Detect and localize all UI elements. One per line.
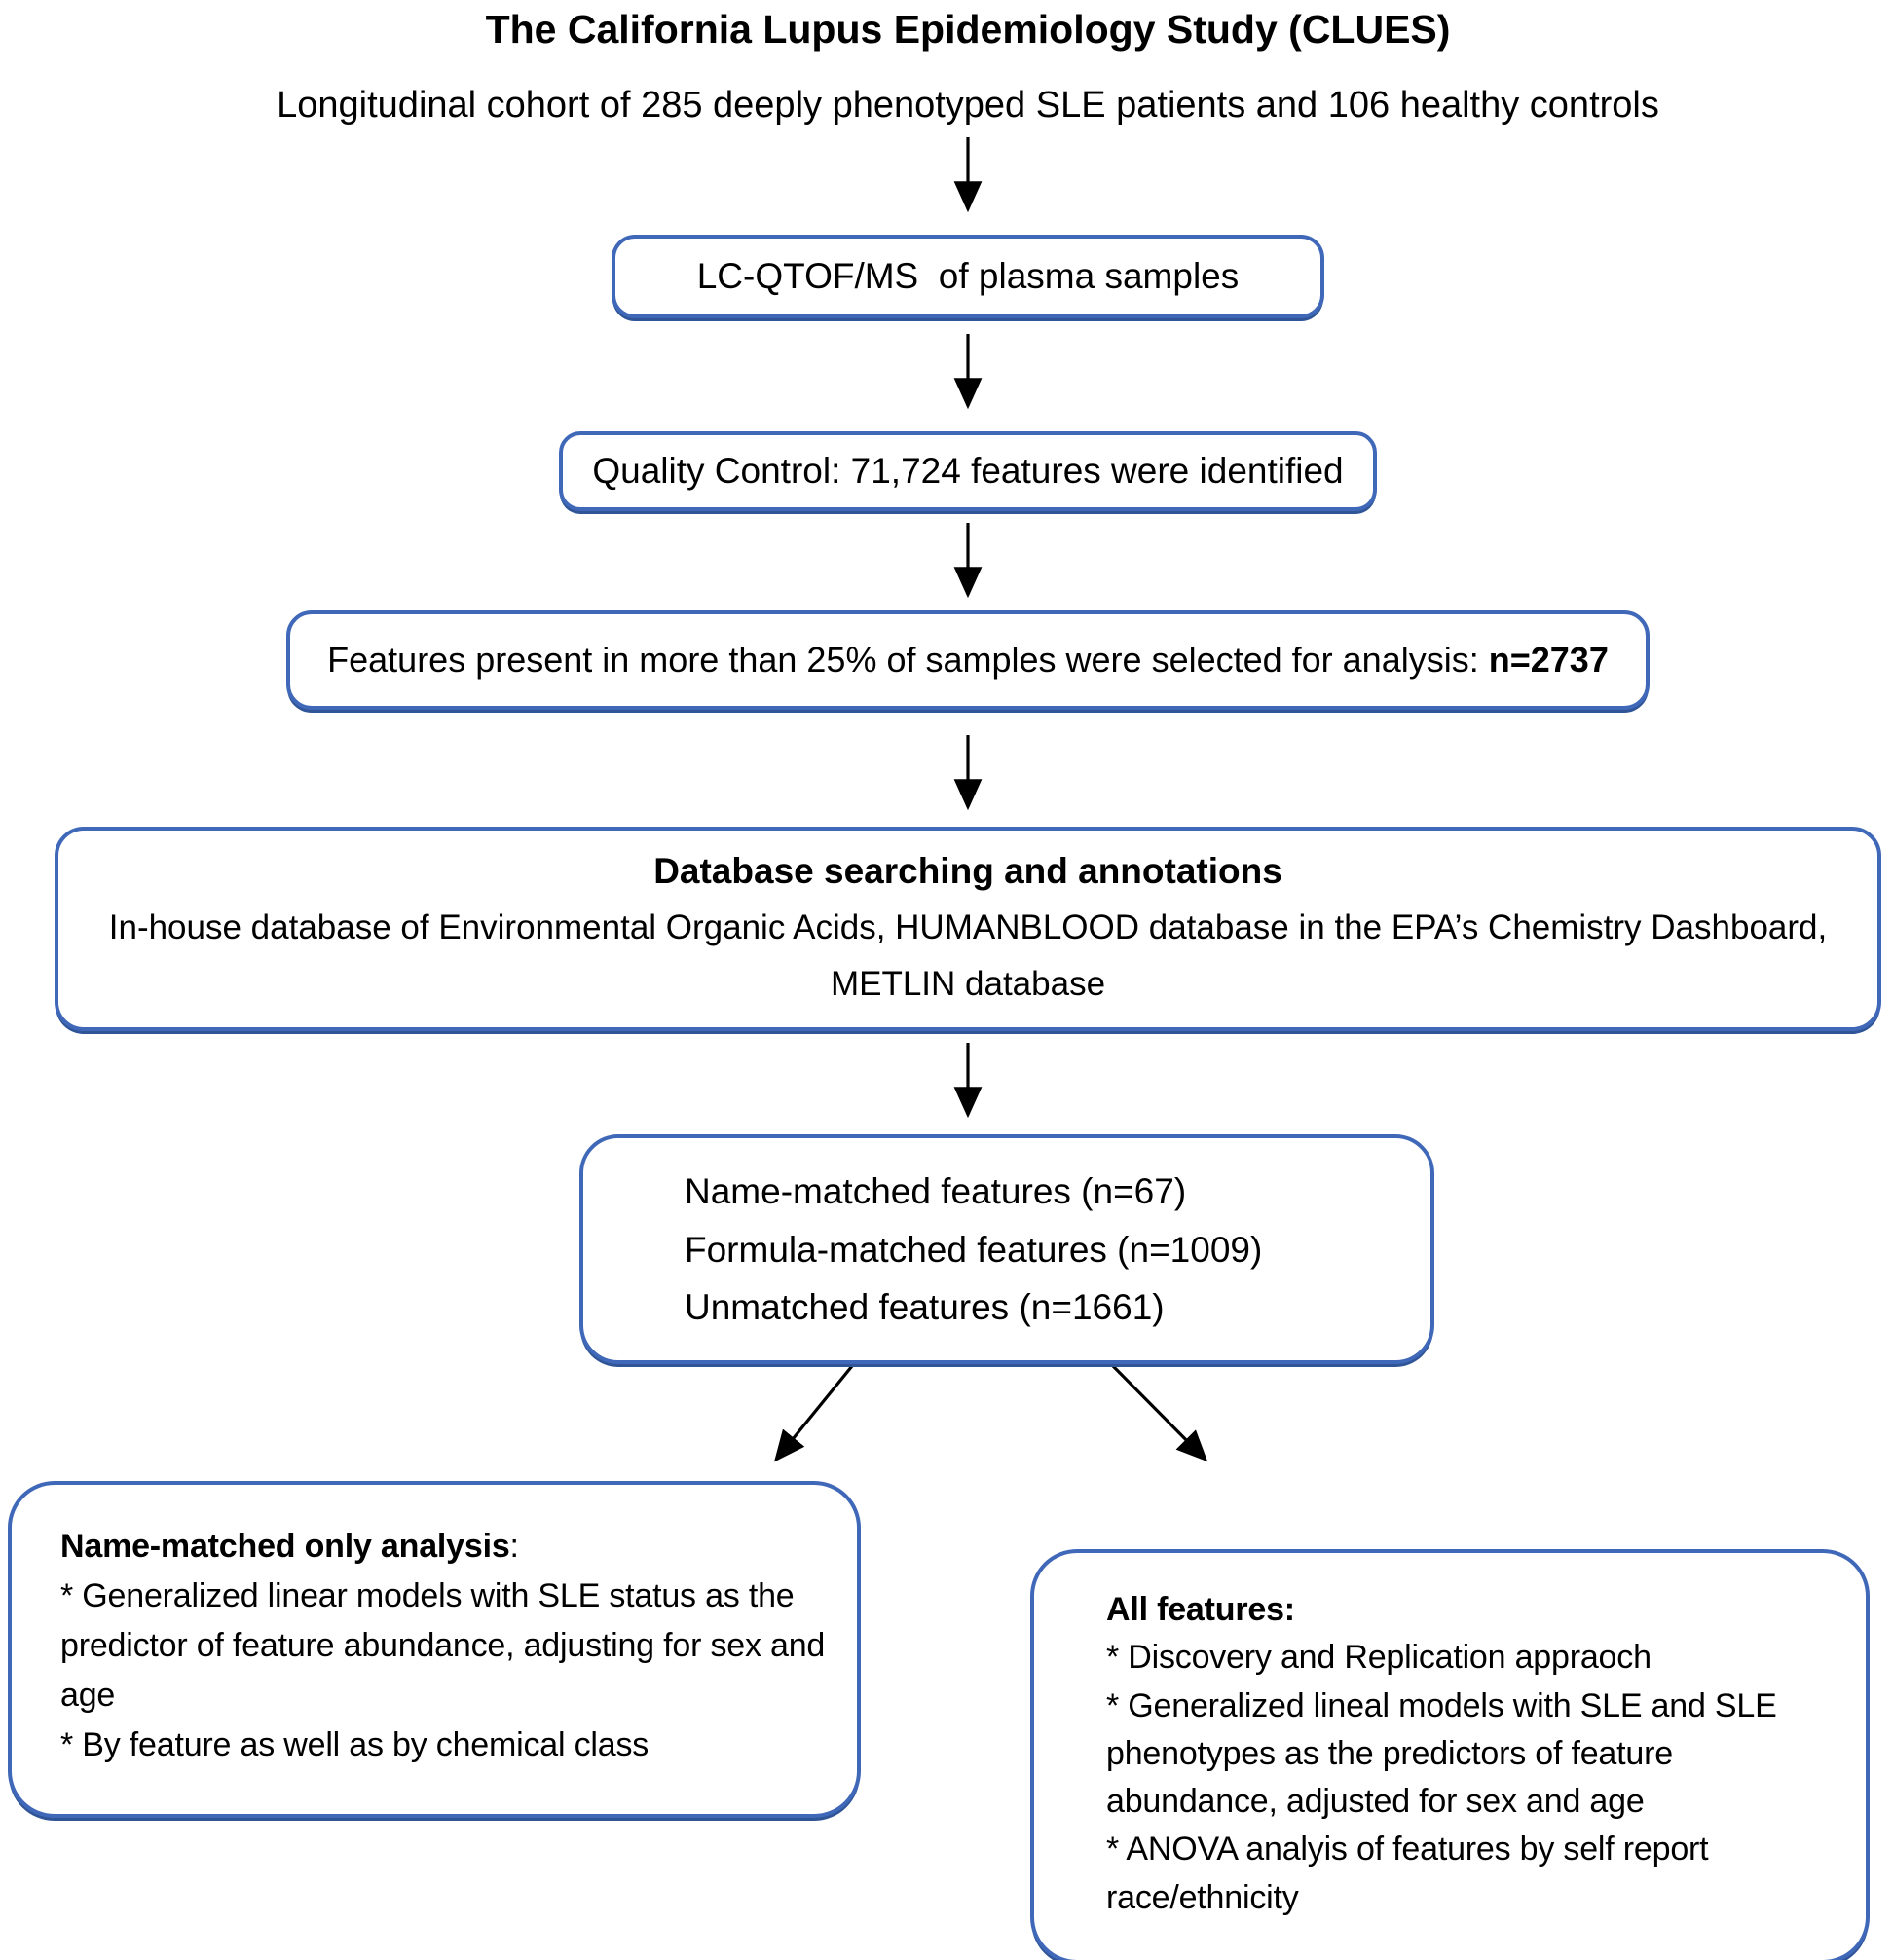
name-matched-analysis-bullet: * By feature as well as by chemical class <box>60 1725 650 1763</box>
database-searching-body: In-house database of Environmental Organic Acids, HUMANBLOOD database in the EPA’s Chemistry Dashboard, METLIN database <box>108 907 1828 1003</box>
down-arrow-icon <box>946 523 989 607</box>
name-matched-analysis-heading: Name-matched only analysis: <box>60 1527 519 1565</box>
down-arrow-icon <box>946 334 989 418</box>
down-arrow-icon <box>946 137 989 221</box>
all-features-bullet: * ANOVA analyis of features by self report race/ethnicity <box>1106 1831 1709 1916</box>
diagram-title: The California Lupus Epidemiology Study (CLUES) <box>485 7 1451 52</box>
all-features-bullet: * Discovery and Replication appraoch <box>1106 1639 1652 1677</box>
flow-box-quality-control <box>559 431 1376 511</box>
flow-box-quality-control-label: Quality Control: 71,724 features were identified <box>592 450 1344 491</box>
unmatched-count-line: Unmatched features (n=1661) <box>685 1286 1165 1327</box>
selected-features-count: n=2737 <box>1488 639 1609 680</box>
flow-box-database-searching <box>55 827 1881 1032</box>
database-searching-heading: Database searching and annotations <box>653 850 1282 891</box>
analysis-branches <box>0 1475 1893 1960</box>
diagonal-right-arrow-icon <box>1113 1366 1206 1460</box>
split-arrows-icon <box>0 1364 1893 1475</box>
all-features-analysis-box <box>1030 1549 1870 1960</box>
diagram-subtitle: Longitudinal cohort of 285 deeply phenotyped SLE patients and 106 healthy controls <box>277 85 1659 127</box>
down-arrow-icon <box>946 735 989 819</box>
diagonal-left-arrow-icon <box>776 1366 852 1460</box>
all-features-heading: All features: <box>1106 1590 1295 1628</box>
down-arrow-icon <box>946 1043 989 1127</box>
flow-box-lcqtof-ms <box>612 235 1325 318</box>
name-matched-analysis-bullet: * Generalized linear models with SLE status as the predictor of feature abundance, adjusting for sex and age <box>60 1576 826 1714</box>
name-matched-count-line: Name-matched features (n=67) <box>685 1171 1187 1212</box>
name-matched-analysis-box <box>8 1481 861 1818</box>
flow-box-feature-selection <box>286 610 1650 710</box>
flow-box-feature-selection-label: Features present in more than 25% of samples were selected for analysis: <box>327 639 1489 680</box>
flow-box-lcqtof-ms-label: LC-QTOF/MS of plasma samples <box>696 255 1240 296</box>
flow-box-matched-features <box>579 1134 1434 1364</box>
all-features-bullet: * Generalized lineal models with SLE and SLE phenotypes as the predictors of feature abundance, adjusted for sex and age <box>1106 1686 1777 1821</box>
formula-matched-count-line: Formula-matched features (n=1009) <box>685 1229 1263 1270</box>
